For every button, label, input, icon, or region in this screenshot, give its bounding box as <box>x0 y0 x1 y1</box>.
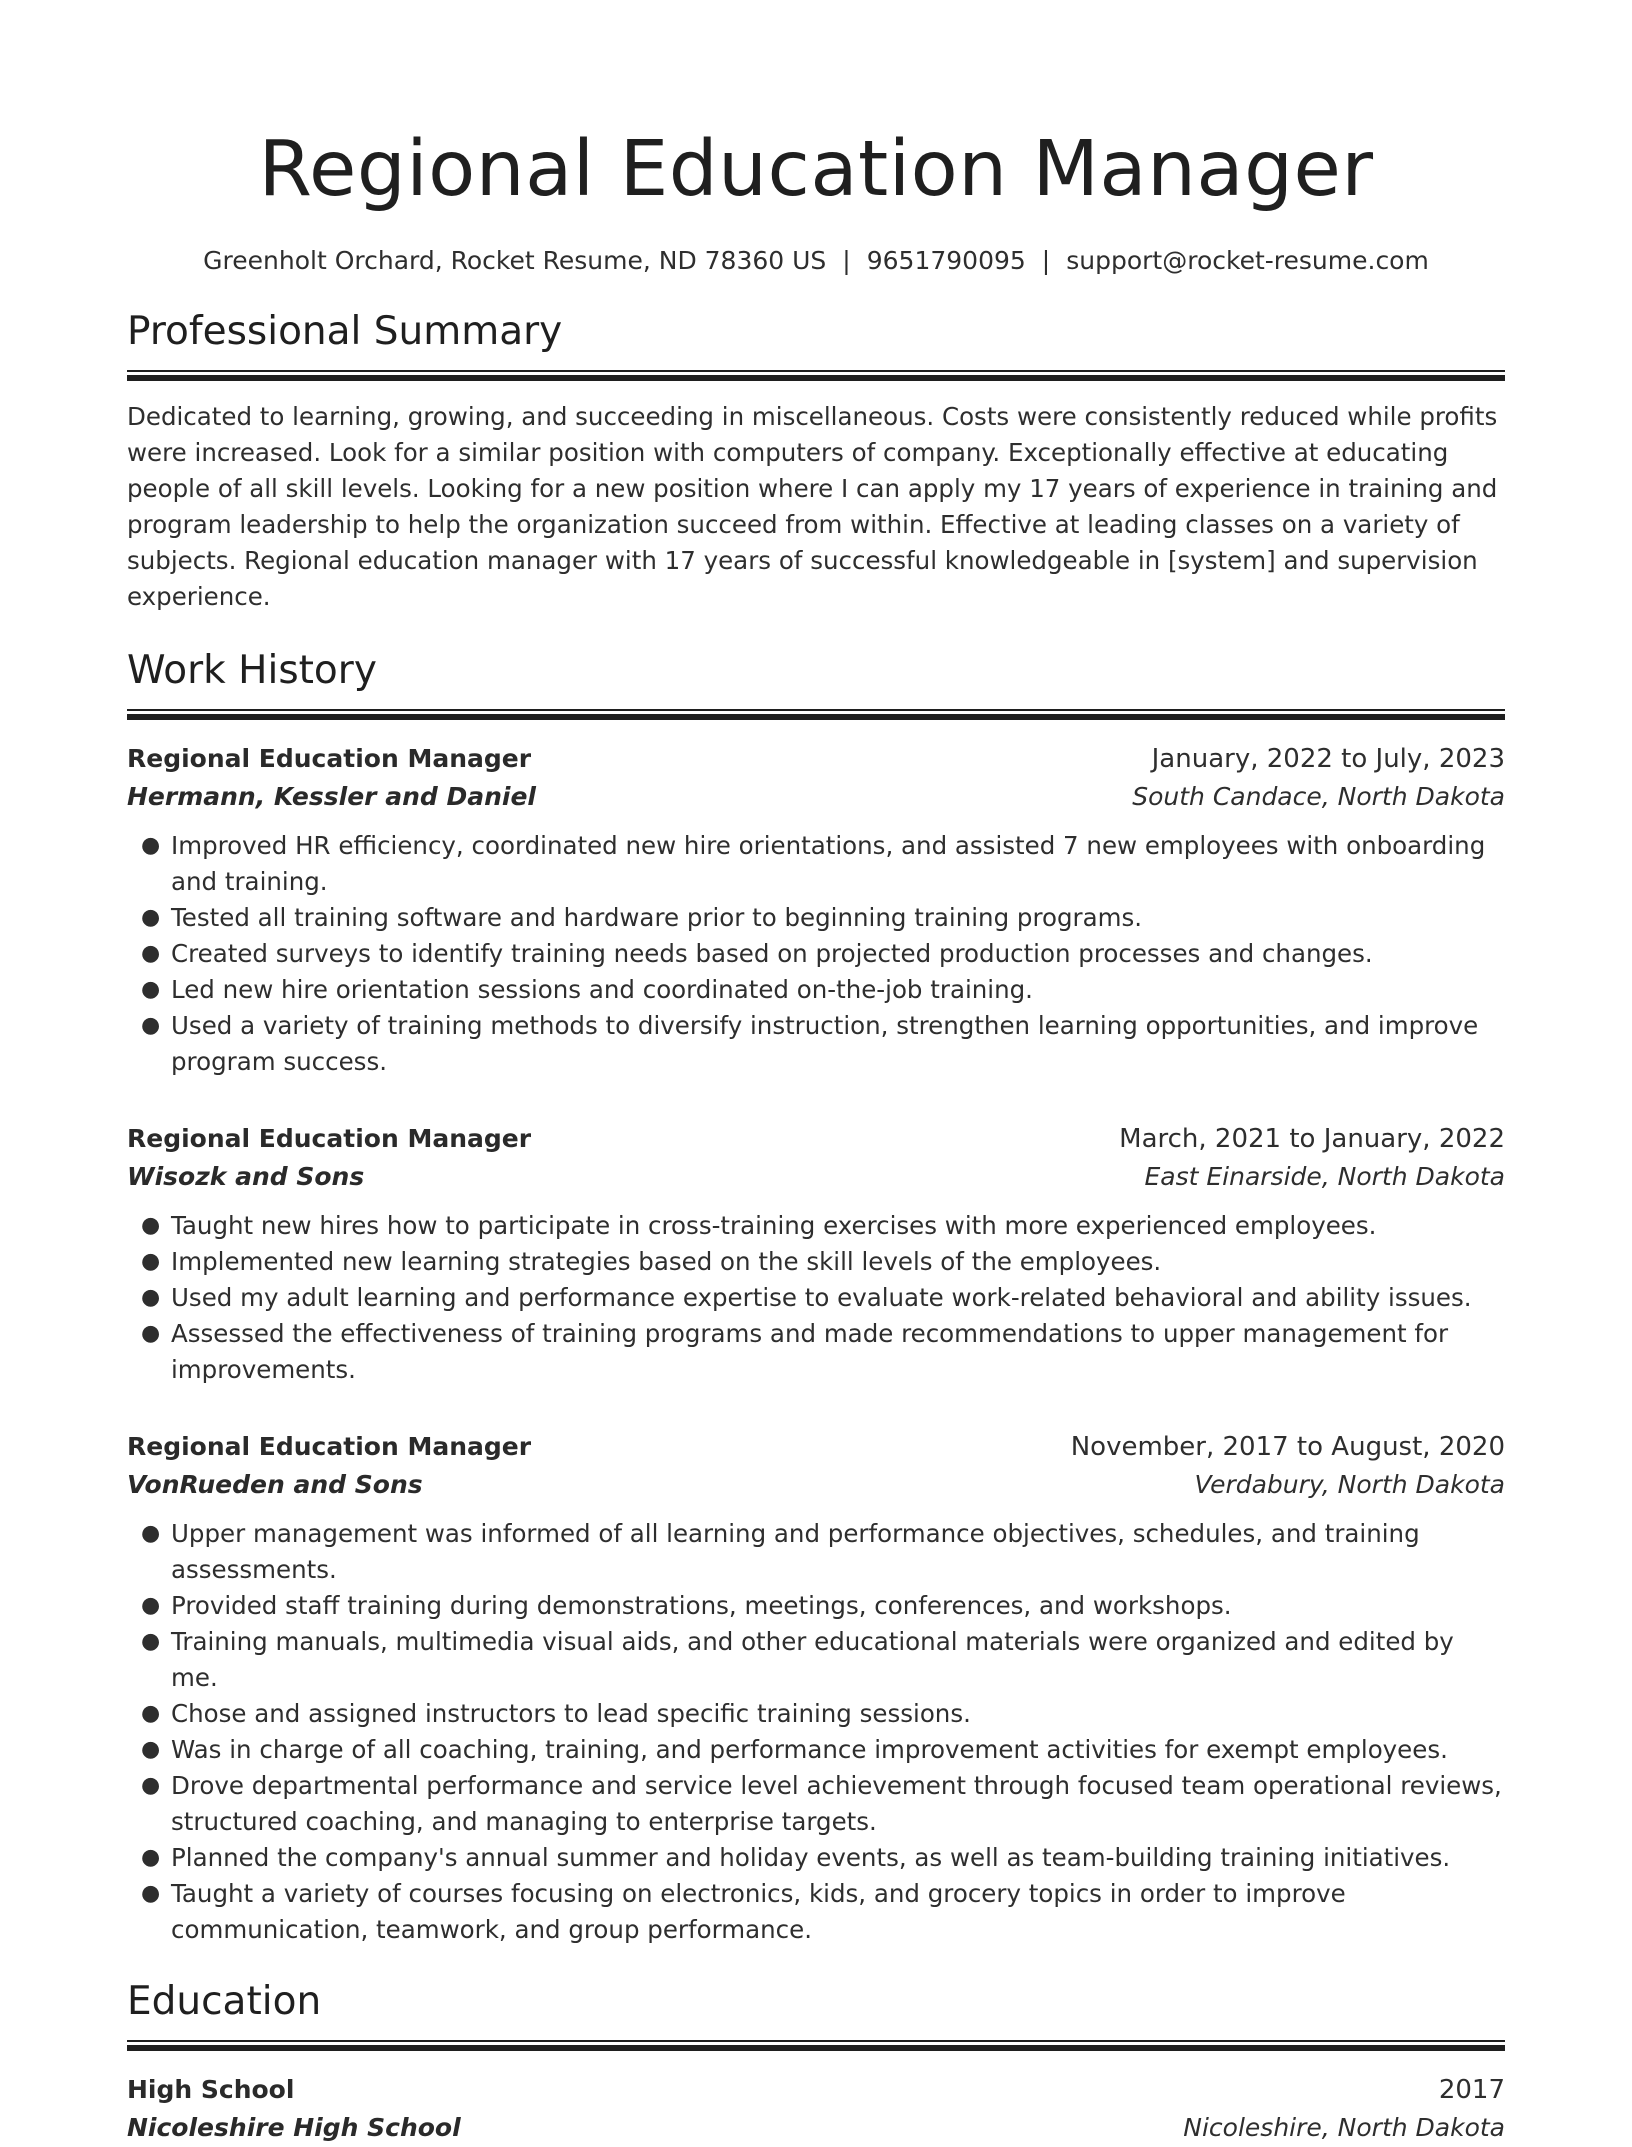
job-dates: November, 2017 to August, 2020 <box>1070 1432 1505 1462</box>
job-entry <box>127 1428 1505 1948</box>
bullet-text: Implemented new learning strategies based on the skill levels of the employees. <box>171 1247 1162 1276</box>
bullet-item <box>141 1316 1505 1388</box>
education-header-row <box>127 2071 1505 2109</box>
contact-phone: 9651790095 <box>866 246 1026 275</box>
education-school-row <box>127 2109 1505 2147</box>
job-dates: January, 2022 to July, 2023 <box>1151 744 1505 774</box>
bullet-dot-icon: ● <box>141 1213 161 1238</box>
bullet-text: Training manuals, multimedia visual aids, and other educational materials were organized and edited by me. <box>171 1627 1454 1692</box>
job-company-row <box>127 1158 1505 1196</box>
contact-line <box>127 244 1505 278</box>
bullet-text: Upper management was informed of all learning and performance objectives, schedules, and training assessments. <box>171 1519 1420 1584</box>
bullet-dot-icon: ● <box>141 1521 161 1546</box>
bullet-text: Drove departmental performance and service level achievement through focused team operational reviews, structured coaching, and managing to enterprise targets. <box>171 1771 1502 1836</box>
bullet-item <box>141 936 1505 972</box>
job-title: Regional Education Manager <box>127 1124 532 1153</box>
education-location: Nicoleshire, North Dakota <box>1183 2113 1505 2142</box>
bullet-text: Provided staff training during demonstrations, meetings, conferences, and workshops. <box>171 1591 1232 1620</box>
bullet-item <box>141 1768 1505 1840</box>
section-divider <box>127 709 1505 720</box>
section-divider <box>127 2040 1505 2051</box>
job-header-row <box>127 1120 1505 1158</box>
bullet-dot-icon: ● <box>141 1593 161 1618</box>
job-bullets <box>127 1208 1505 1388</box>
section-title: Work History <box>127 648 377 693</box>
bullet-text: Improved HR efficiency, coordinated new hire orientations, and assisted 7 new employees with onboarding and training. <box>171 831 1486 896</box>
contact-separator: | <box>842 246 851 275</box>
bullet-text: Used my adult learning and performance expertise to evaluate work-related behavioral and ability issues. <box>171 1283 1472 1312</box>
job-bullets <box>127 828 1505 1080</box>
contact-email: support@rocket-resume.com <box>1066 246 1429 275</box>
job-entry <box>127 1120 1505 1388</box>
bullet-text: Taught a variety of courses focusing on electronics, kids, and grocery topics in order to improve communication, teamwork, and group performance. <box>171 1879 1346 1944</box>
summary-text: Dedicated to learning, growing, and succeeding in miscellaneous. Costs were consistently reduced while profits were increased. Look for a similar position with computers of company. Exceptionally effective at educating people of all skill levels. Looking for a new position where I can apply my 17 years of experience in training and program leadership to help the organization succeed from within. Effective at leading classes on a variety of subjects. Regional education manager with 17 years of successful knowledgeable in [system] and supervision experience. <box>127 402 1498 611</box>
resume-name: Regional Education Manager <box>258 125 1374 214</box>
bullet-text: Tested all training software and hardware prior to beginning training programs. <box>171 903 1143 932</box>
job-bullets <box>127 1516 1505 1948</box>
bullet-text: Created surveys to identify training needs based on projected production processes and changes. <box>171 939 1373 968</box>
bullet-text: Planned the company's annual summer and holiday events, as well as team-building training initiatives. <box>171 1843 1451 1872</box>
bullet-dot-icon: ● <box>141 1737 161 1762</box>
job-location: South Candace, North Dakota <box>1132 782 1505 811</box>
bullet-dot-icon: ● <box>141 833 161 858</box>
bullet-item <box>141 828 1505 900</box>
education-section <box>127 1978 1505 2147</box>
bullet-text: Was in charge of all coaching, training, and performance improvement activities for exempt employees. <box>171 1735 1448 1764</box>
education-school: Nicoleshire High School <box>127 2113 461 2142</box>
job-company: VonRueden and Sons <box>127 1470 423 1499</box>
section-title: Professional Summary <box>127 309 563 354</box>
bullet-text: Led new hire orientation sessions and coordinated on-the-job training. <box>171 975 1033 1004</box>
bullet-item <box>141 1624 1505 1696</box>
bullet-dot-icon: ● <box>141 1773 161 1798</box>
bullet-dot-icon: ● <box>141 1845 161 1870</box>
job-company-row <box>127 1466 1505 1504</box>
job-header-row <box>127 740 1505 778</box>
bullet-text: Assessed the effectiveness of training programs and made recommendations to upper management for improvements. <box>171 1319 1449 1384</box>
bullet-dot-icon: ● <box>141 1249 161 1274</box>
bullet-text: Used a variety of training methods to diversify instruction, strengthen learning opportunities, and improve program success. <box>171 1011 1479 1076</box>
contact-address: Greenholt Orchard, Rocket Resume, ND 78360 US <box>203 246 827 275</box>
job-header-row <box>127 1428 1505 1466</box>
bullet-text: Chose and assigned instructors to lead specific training sessions. <box>171 1699 971 1728</box>
education-entry <box>127 2071 1505 2147</box>
bullet-dot-icon: ● <box>141 941 161 966</box>
job-company: Wisozk and Sons <box>127 1162 365 1191</box>
bullet-item <box>141 1588 1505 1624</box>
bullet-item <box>141 1008 1505 1080</box>
bullet-item <box>141 1516 1505 1588</box>
bullet-item <box>141 1280 1505 1316</box>
bullet-item <box>141 972 1505 1008</box>
job-title: Regional Education Manager <box>127 1432 532 1461</box>
bullet-dot-icon: ● <box>141 977 161 1002</box>
bullet-dot-icon: ● <box>141 1881 161 1906</box>
work-history-section <box>127 647 1505 1948</box>
bullet-dot-icon: ● <box>141 1701 161 1726</box>
bullet-item <box>141 1876 1505 1948</box>
section-divider <box>127 370 1505 381</box>
bullet-dot-icon: ● <box>141 905 161 930</box>
bullet-dot-icon: ● <box>141 1285 161 1310</box>
bullet-item <box>141 1208 1505 1244</box>
job-company-row <box>127 778 1505 816</box>
contact-separator: | <box>1041 246 1051 275</box>
job-location: Verdabury, North Dakota <box>1194 1470 1505 1499</box>
bullet-item <box>141 900 1505 936</box>
bullet-dot-icon: ● <box>141 1629 161 1654</box>
job-dates: March, 2021 to January, 2022 <box>1119 1124 1505 1154</box>
bullet-item <box>141 1696 1505 1732</box>
job-company: Hermann, Kessler and Daniel <box>127 782 536 811</box>
bullet-item <box>141 1732 1505 1768</box>
bullet-dot-icon: ● <box>141 1321 161 1346</box>
job-location: East Einarside, North Dakota <box>1144 1162 1505 1191</box>
education-year: 2017 <box>1438 2075 1505 2105</box>
summary-section <box>127 308 1505 615</box>
education-degree: High School <box>127 2075 295 2104</box>
bullet-dot-icon: ● <box>141 1013 161 1038</box>
job-entry <box>127 740 1505 1080</box>
bullet-text: Taught new hires how to participate in cross-training exercises with more experienced employees. <box>171 1211 1377 1240</box>
section-title: Education <box>127 1979 322 2024</box>
job-title: Regional Education Manager <box>127 744 532 773</box>
bullet-item <box>141 1840 1505 1876</box>
bullet-item <box>141 1244 1505 1280</box>
